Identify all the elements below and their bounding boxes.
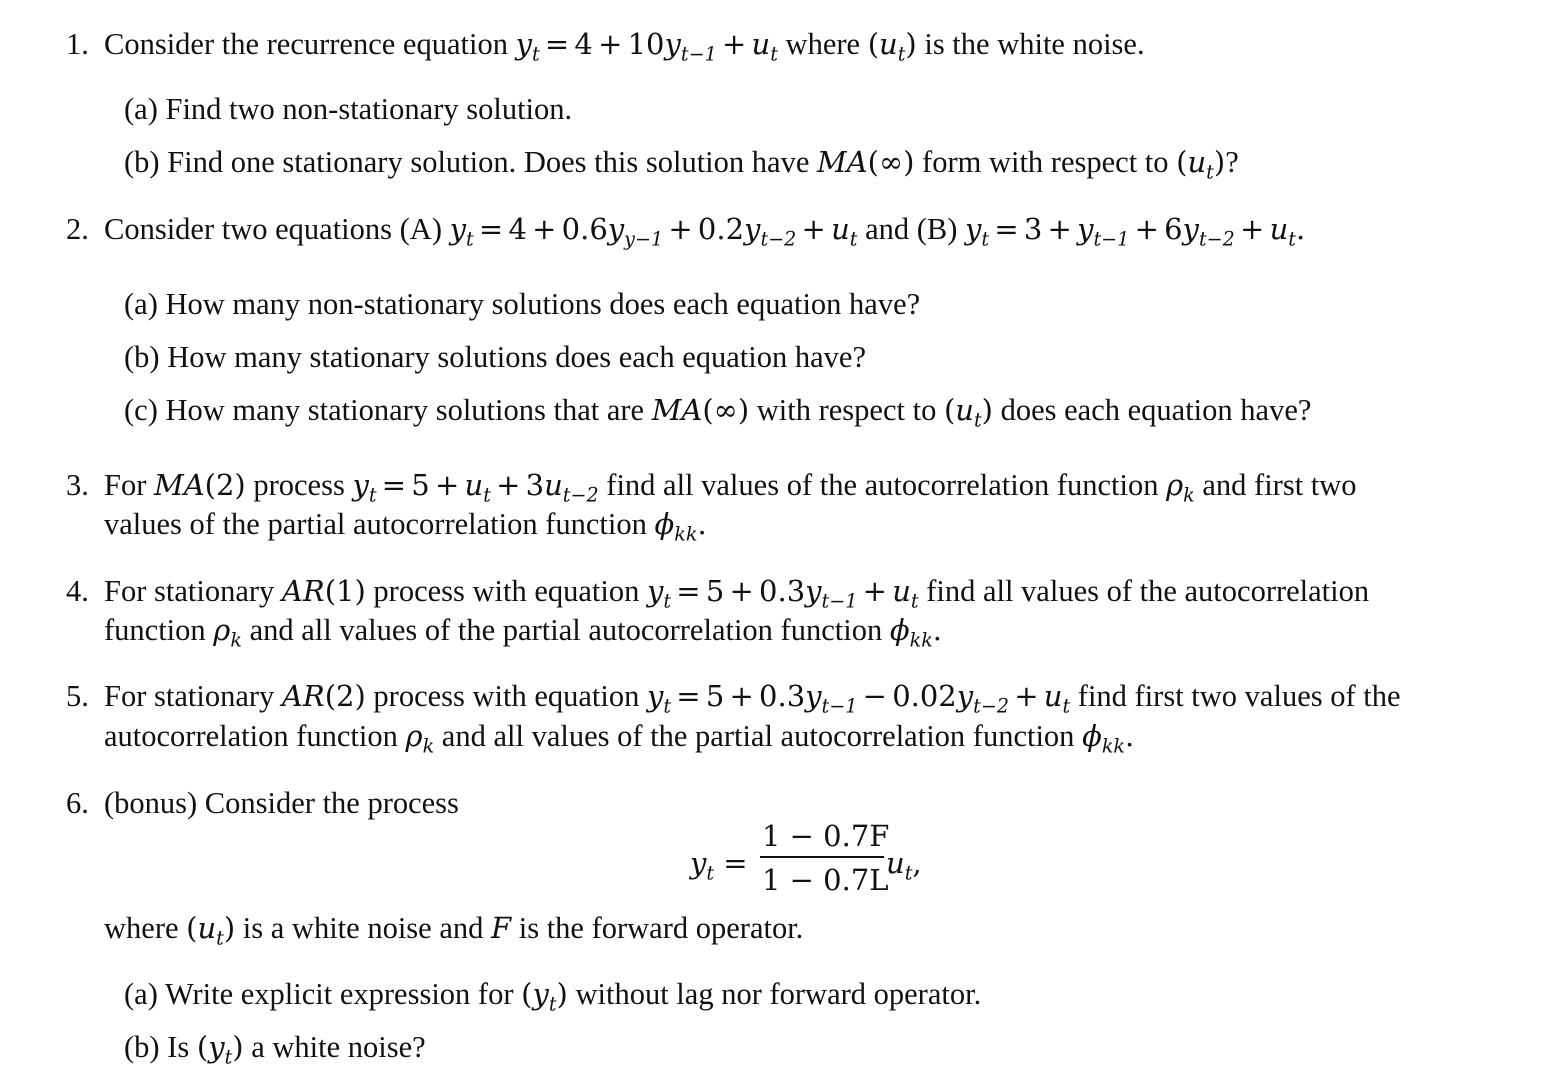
problem-6a: (a) Write explicit expression for $(y_t)$ without lag nor forward operator. — [124, 977, 982, 1016]
problem-6b: (b) Is $(y_t)$ a white noise? — [124, 1030, 426, 1069]
problem-3-line-2: values of the partial autocorrelation function $\phi_{kk}$. — [104, 507, 707, 546]
fraction-numerator: 1 − 0.7F — [762, 819, 890, 853]
problem-6-description: where $(u_t)$ is a white noise and F is the forward operator. — [104, 911, 804, 950]
problem-number: 1. — [66, 27, 89, 61]
subpart-label: (c) — [124, 393, 158, 427]
problem-number: 5. — [66, 679, 89, 713]
problem-4-line-2: function $\rho_k$ and all values of the partial autocorrelation function $\phi_{kk}$. — [104, 613, 943, 652]
problem-sheet: 1. Consider the recurrence equation $y_t = 4 + 10y_{t-1} + u_t$ where $(u_t)$ is the white noise. (a) Find two non-stationary solution. (b) Find one stationary solution. Does this solution have MA(∞) form with respect to $(u_t)$? 2. Consider two equations (A) $y_t = 4 + 0.6y_{y-1} + 0.2y_{t-2} + u_t$ and (B) $y_t = 3 + y_{t-1} + 6y_{t-2} + u_t$. (a) How many non-stationary solutions does each equation have? (b) How many stationary solutions does each equation have? (c) How many stationary solutions that are MA(∞) with respect to $(u_t)$ does each equation have? 3. For MA(2) process $y_t = 5 + u_t + 3u_{t-2}$ find all values of the autocorrelation function $\rho_k$ and first two values of the partial autocorrelation function $\phi_{kk}$. 4. For stationary AR(1) process with equation $y_t = 5 + 0.3y_{t-1} + u_t$ find all values of the autocorrelation function $\rho_k$ and all values of the partial autocorrelation function $\phi_{kk}$. 5. For stationary AR(2) process with equation $y_t = 5 + 0.3y_{t-1} - 0.02y_{t-2} + u_t$ find first two values of the autocorrelation function $\rho_k$ and all values of the partial autocorrelation function $\phi_{kk}$. 6. (bonus) Consider the process $y_t$ = 1 − 0.7F 1 − 0.7L $u_t$, where $(u_t)$ is a white noise and F is the forward operator. (a) Write explicit expression for $(y_t)$ without lag nor forward operator. (b) Is $(y_t)$ a white noise? — [66, 27, 1401, 1069]
problem-1-statement: Consider the recurrence equation $y_t = 4 + 10y_{t-1} + u_t$ where $(u_t)$ is the white noise. — [104, 27, 1145, 66]
equation-b: $y_t = 3 + y_{t-1} + 6y_{t-2} + u_t$. — [965, 212, 1306, 251]
equation-ma2: $y_t = 5 + u_t + 3u_{t-2}$ — [352, 468, 599, 507]
fraction-bar — [760, 856, 884, 858]
subpart-label: (b) — [124, 145, 160, 179]
subpart-label: (a) — [124, 287, 158, 321]
subpart-label: (b) — [124, 1030, 160, 1064]
equation-1: $y_t = 4 + 10y_{t-1} + u_t$ — [515, 27, 778, 66]
problem-number: 4. — [66, 574, 89, 608]
subpart-label: (a) — [124, 977, 158, 1011]
problem-2c: (c) How many stationary solutions that are MA(∞) with respect to $(u_t)$ does each equation have? — [124, 393, 1312, 432]
problem-number: 6. — [66, 786, 89, 820]
subpart-label: (a) — [124, 92, 158, 126]
equation-ar1: $y_t = 5 + 0.3y_{t-1} + u_t$ — [647, 574, 919, 613]
problem-2a: (a) How many non-stationary solutions does each equation have? — [124, 287, 921, 321]
equation-a: $y_t = 4 + 0.6y_{y-1} + 0.2y_{t-2} + u_t$ — [449, 212, 858, 251]
fraction-denominator: 1 − 0.7L — [762, 863, 889, 897]
problem-2b: (b) How many stationary solutions does each equation have? — [124, 340, 866, 374]
problem-1a: (a) Find two non-stationary solution. — [124, 92, 573, 126]
problem-5-line-2: autocorrelation function $\rho_k$ and all values of the partial autocorrelation function $\phi_{kk}$. — [104, 719, 1135, 758]
problem-number: 2. — [66, 212, 89, 246]
subpart-label: (b) — [124, 340, 160, 374]
problem-1b: (b) Find one stationary solution. Does this solution have MA(∞) form with respect to $(u_t)$? — [124, 145, 1239, 184]
problem-number: 3. — [66, 468, 89, 502]
problem-2-statement: Consider two equations (A) $y_t = 4 + 0.6y_{y-1} + 0.2y_{t-2} + u_t$ and (B) $y_t = 3 + y_{t-1} + 6y_{t-2} + u_t$. — [104, 212, 1306, 251]
equation-ar2: $y_t = 5 + 0.3y_{t-1} - 0.02y_{t-2} + u_t$ — [647, 679, 1071, 718]
